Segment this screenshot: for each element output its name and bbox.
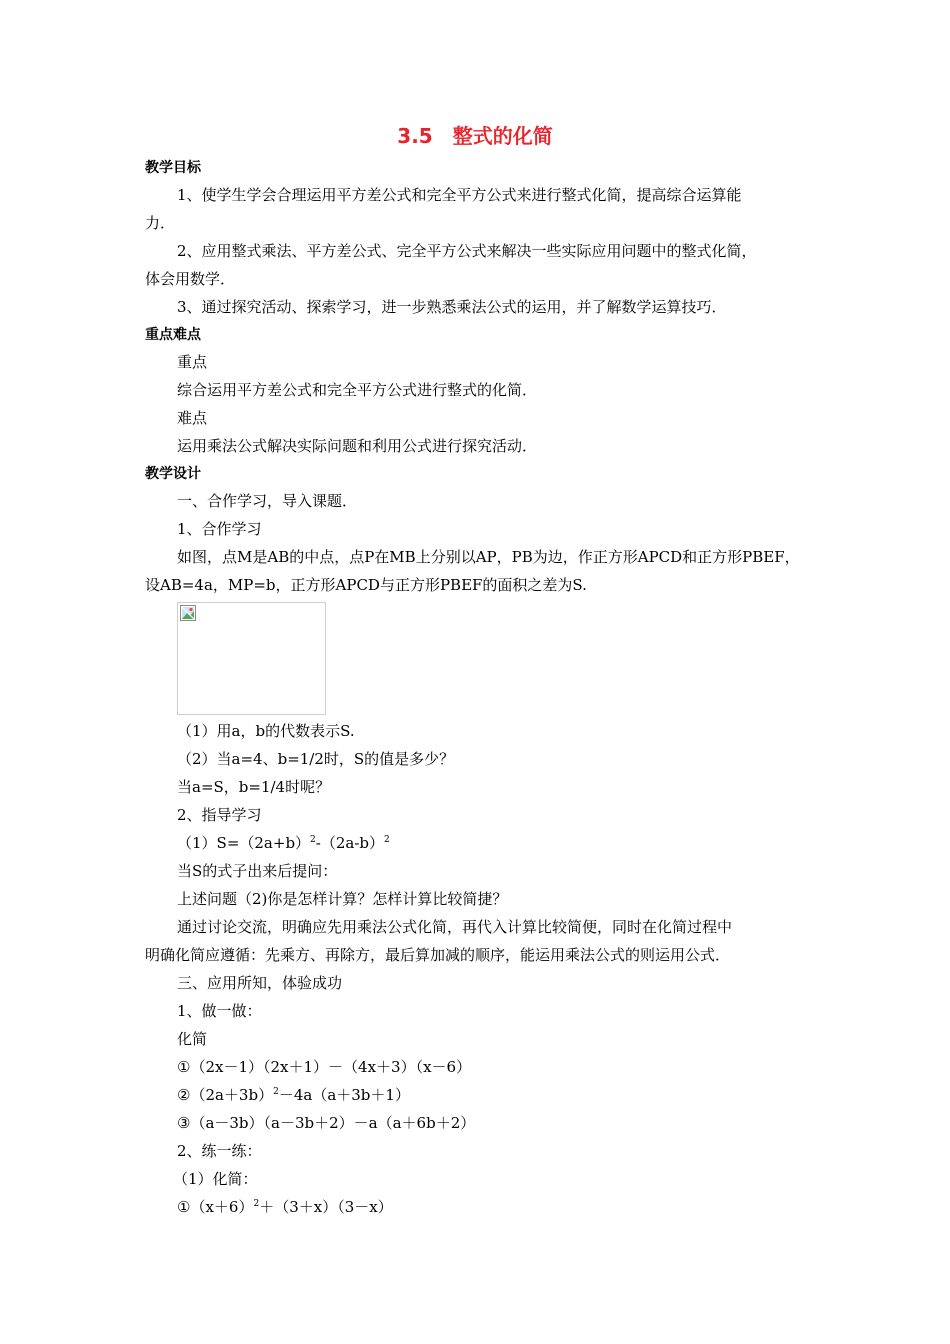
exercise-1: ①（2x－1）（2x＋1）－（4x＋3）（x－6）	[177, 1058, 472, 1076]
formula-s-part-1: （1）S=（2a+b）	[177, 834, 311, 852]
simplify-label: 化简	[177, 1030, 208, 1048]
question-1: （1）用a，b的代数表示S.	[177, 722, 355, 740]
difficulty-text: 运用乘法公式解决实际问题和利用公式进行探究活动．	[177, 437, 538, 455]
practice-exercise-1-exponent: 2	[253, 1199, 260, 1209]
objective-2-line-2: 体会用数学．	[145, 270, 236, 288]
question-2: （2）当a=4、b=1/2时，S的值是多少？	[177, 750, 455, 768]
section-heading-design: 教学设计	[145, 466, 201, 482]
formula-s-exponent-2: 2	[384, 835, 390, 845]
design-step-1: 一、合作学习，导入课题．	[177, 492, 358, 510]
formula-s-part-2: -（2a-b）	[315, 834, 385, 852]
design-step-1-sub: 1、合作学习	[177, 520, 262, 538]
objective-2-line-1: 2、应用整式乘法、平方差公式、完全平方公式来解决一些实际应用问题中的整式化简，	[177, 242, 757, 260]
guided-question-intro: 当S的式子出来后提问：	[177, 862, 338, 880]
formula-s	[177, 832, 390, 854]
practice-exercise-1-part-2: ＋（3＋x）（3－x）	[259, 1198, 393, 1216]
figure-placeholder	[177, 602, 326, 715]
guided-question: 上述问题（2)你是怎样计算？怎样计算比较简捷？	[177, 890, 508, 908]
keypoint-label: 重点	[177, 353, 208, 371]
practice-exercise-1	[177, 1196, 393, 1218]
exercise-2-part-2: －4a（a＋3b＋1）	[278, 1086, 410, 1104]
guided-learning-heading: 2、指导学习	[177, 806, 262, 824]
discussion-line-2: 明确化简应遵循：先乘方、再除方，最后算加减的顺序，能运用乘法公式的则运用公式．	[145, 946, 731, 964]
formula-s-exponent-1: 2	[310, 835, 316, 845]
keypoint-text: 综合运用平方差公式和完全平方公式进行整式的化简．	[177, 381, 538, 399]
exercise-2-part-1: ②（2a＋3b）	[177, 1086, 274, 1104]
exercise-2-exponent: 2	[273, 1087, 279, 1097]
section-heading-objectives: 教学目标	[145, 160, 201, 176]
exercise-2	[177, 1084, 410, 1106]
practice-simplify-label: （1）化简：	[173, 1170, 258, 1188]
exercise-3: ③（a－3b）（a－3b＋2）－a（a＋6b＋2）	[177, 1114, 476, 1132]
document-title: 3.5 整式的化简	[397, 124, 553, 148]
problem-text-line-1: 如图，点M是AB的中点，点P在MB上分别以AP，PB为边，作正方形APCD和正方形PBEF，	[177, 548, 800, 566]
section-heading-keypoints: 重点难点	[145, 327, 201, 343]
practice-exercise-1-part-1: ①（x＋6）	[177, 1198, 254, 1216]
objective-1-line-1: 1、使学生学会合理运用平方差公式和完全平方公式来进行整式化简，提高综合运算能	[177, 186, 742, 204]
try-it-heading: 1、做一做：	[177, 1002, 262, 1020]
practice-heading: 2、练一练：	[177, 1142, 262, 1160]
objective-1-line-2: 力．	[145, 214, 176, 232]
objective-3: 3、通过探究活动、探索学习，进一步熟悉乘法公式的运用，并了解数学运算技巧．	[177, 298, 727, 316]
question-3: 当a=S，b=1/4时呢？	[177, 778, 331, 796]
discussion-line-1: 通过讨论交流，明确应先用乘法公式化简，再代入计算比较简便，同时在化简过程中	[177, 918, 733, 936]
broken-image-icon	[180, 605, 196, 621]
difficulty-label: 难点	[177, 409, 208, 427]
problem-text-line-2: 设AB=4a，MP=b，正方形APCD与正方形PBEF的面积之差为S.	[145, 576, 587, 594]
application-heading: 三、应用所知，体验成功	[177, 974, 343, 992]
